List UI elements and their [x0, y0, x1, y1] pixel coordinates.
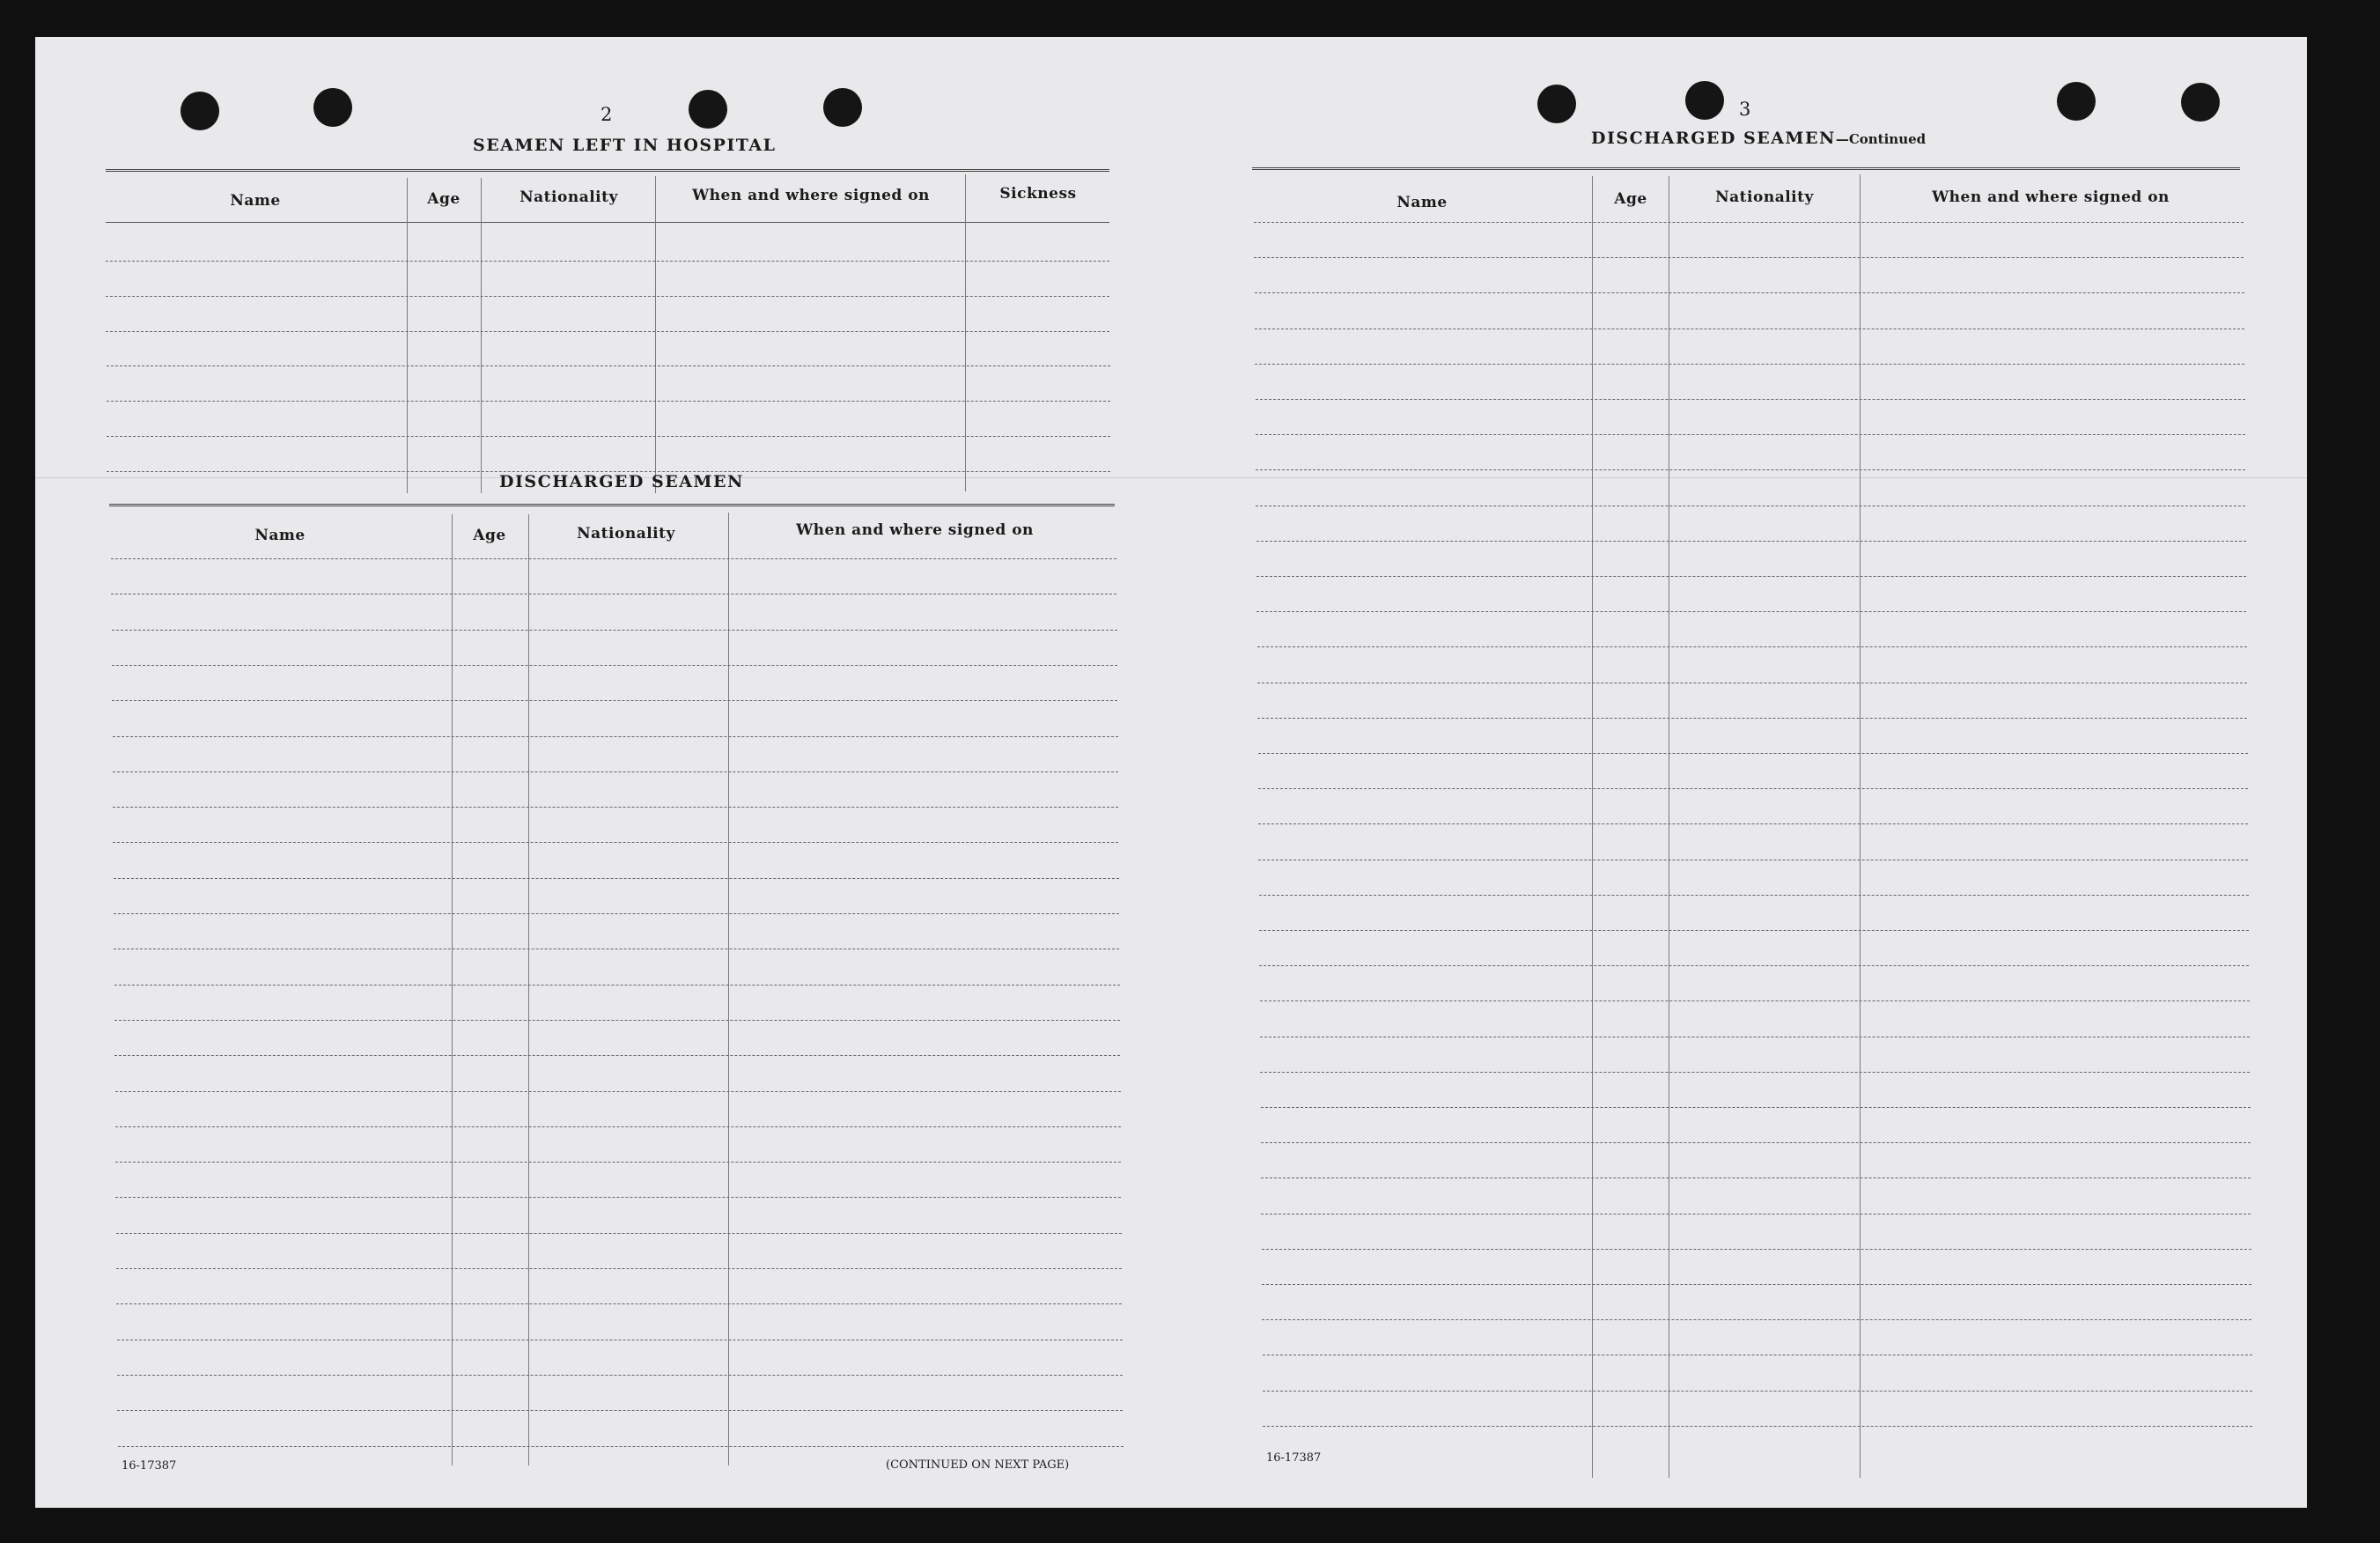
ledger-sheet	[35, 37, 2307, 1508]
entry-row-line	[1254, 257, 2244, 258]
entry-row-line	[1254, 222, 2244, 223]
hospital-col-sickness: Sickness	[999, 185, 1077, 203]
entry-row-line	[1262, 1249, 2251, 1250]
punch-hole-icon	[1685, 81, 1724, 120]
entry-row-line	[115, 1162, 1121, 1163]
entry-row-line	[107, 365, 1110, 366]
entry-row-line	[114, 913, 1119, 914]
continued-note: (CONTINUED ON NEXT PAGE)	[886, 1458, 1070, 1472]
right-col-name: Name	[1396, 194, 1448, 211]
entry-row-line	[106, 331, 1109, 332]
entry-row-line	[114, 1055, 1120, 1056]
entry-row-line	[115, 1091, 1121, 1092]
hospital-col-divider	[655, 176, 656, 493]
entry-row-line	[116, 1303, 1122, 1304]
discharged-col-name: Name	[254, 527, 306, 544]
entry-row-line	[1262, 1319, 2251, 1320]
right-col-nationality: Nationality	[1715, 188, 1814, 206]
right-page-number: 3	[1739, 99, 1751, 120]
right-col-signed-on: When and where signed on	[1932, 188, 2170, 206]
entry-row-line	[1256, 541, 2246, 542]
punch-hole-icon	[181, 92, 219, 130]
right-col-divider	[1592, 176, 1593, 1478]
entry-row-line	[1258, 788, 2248, 789]
right-col-age: Age	[1614, 190, 1647, 208]
entry-row-line	[1256, 611, 2246, 612]
entry-row-line	[112, 665, 1117, 666]
entry-row-line	[1261, 1142, 2251, 1143]
right-section-title-main: DISCHARGED SEAMEN	[1591, 129, 1836, 148]
entry-row-line	[1259, 895, 2249, 896]
entry-row-line	[113, 842, 1118, 843]
entry-row-line	[1255, 364, 2244, 365]
left-form-number: 16-17387	[122, 1459, 177, 1473]
page-fold-line	[35, 477, 2307, 478]
entry-row-line	[106, 261, 1109, 262]
discharged-col-divider	[528, 514, 529, 1465]
entry-row-line	[112, 630, 1117, 631]
entry-row-line	[114, 1020, 1120, 1021]
hospital-col-name: Name	[230, 192, 281, 210]
punch-hole-icon	[1537, 85, 1576, 123]
discharged-section-title: DISCHARGED SEAMEN	[499, 472, 744, 491]
entry-row-line	[111, 558, 1116, 559]
entry-row-line	[1261, 1107, 2251, 1108]
entry-row-line	[1259, 930, 2249, 931]
entry-row-line	[116, 1268, 1122, 1269]
hospital-header-rule	[106, 222, 1109, 223]
entry-row-line	[1257, 646, 2247, 647]
entry-row-line	[1257, 718, 2247, 719]
hospital-col-divider	[481, 178, 482, 493]
discharged-col-signed-on: When and where signed on	[796, 521, 1034, 539]
entry-row-line	[1256, 576, 2246, 577]
hospital-col-age: Age	[427, 190, 461, 208]
right-col-divider	[1860, 174, 1861, 1478]
punch-hole-icon	[313, 88, 352, 127]
entry-row-line	[115, 1197, 1121, 1198]
hospital-col-divider	[965, 174, 966, 491]
entry-row-line	[113, 736, 1118, 737]
entry-row-line	[114, 985, 1120, 986]
discharged-table-top-rule	[109, 504, 1115, 506]
entry-row-line	[118, 1446, 1124, 1447]
right-section-title-suffix: —Continued	[1835, 131, 1927, 147]
left-page-number: 2	[601, 104, 613, 125]
entry-row-line	[1260, 1000, 2250, 1001]
entry-row-line	[1263, 1391, 2252, 1392]
entry-row-line	[117, 1375, 1123, 1376]
hospital-section-title: SEAMEN LEFT IN HOSPITAL	[473, 136, 777, 155]
hospital-table-top-rule	[106, 169, 1109, 172]
entry-row-line	[1258, 753, 2248, 754]
entry-row-line	[1260, 1072, 2250, 1073]
discharged-col-nationality: Nationality	[577, 525, 675, 543]
entry-row-line	[1262, 1284, 2251, 1285]
entry-row-line	[1259, 965, 2249, 966]
hospital-col-signed-on: When and where signed on	[692, 187, 930, 204]
entry-row-line	[1256, 469, 2245, 470]
entry-row-line	[1263, 1426, 2252, 1427]
discharged-col-age: Age	[473, 527, 506, 544]
entry-row-line	[116, 1233, 1122, 1234]
entry-row-line	[115, 1126, 1121, 1127]
discharged-col-divider	[728, 513, 729, 1465]
punch-hole-icon	[689, 90, 727, 129]
entry-row-line	[107, 401, 1110, 402]
entry-row-line	[117, 1410, 1123, 1411]
hospital-col-divider	[407, 178, 408, 493]
punch-hole-icon	[823, 88, 862, 127]
punch-hole-icon	[2181, 83, 2220, 122]
hospital-col-nationality: Nationality	[519, 188, 618, 206]
right-section-title	[1591, 129, 1926, 148]
entry-row-line	[1255, 292, 2244, 293]
punch-hole-icon	[2057, 82, 2096, 121]
discharged-col-divider	[452, 514, 453, 1465]
entry-row-line	[106, 296, 1109, 297]
entry-row-line	[114, 878, 1119, 879]
entry-row-line	[112, 700, 1117, 701]
entry-row-line	[107, 436, 1110, 437]
entry-row-line	[1256, 434, 2245, 435]
right-form-number: 16-17387	[1266, 1451, 1322, 1465]
entry-row-line	[1258, 823, 2248, 824]
entry-row-line	[1256, 399, 2245, 400]
right-table-top-rule	[1252, 167, 2240, 170]
entry-row-line	[113, 807, 1118, 808]
